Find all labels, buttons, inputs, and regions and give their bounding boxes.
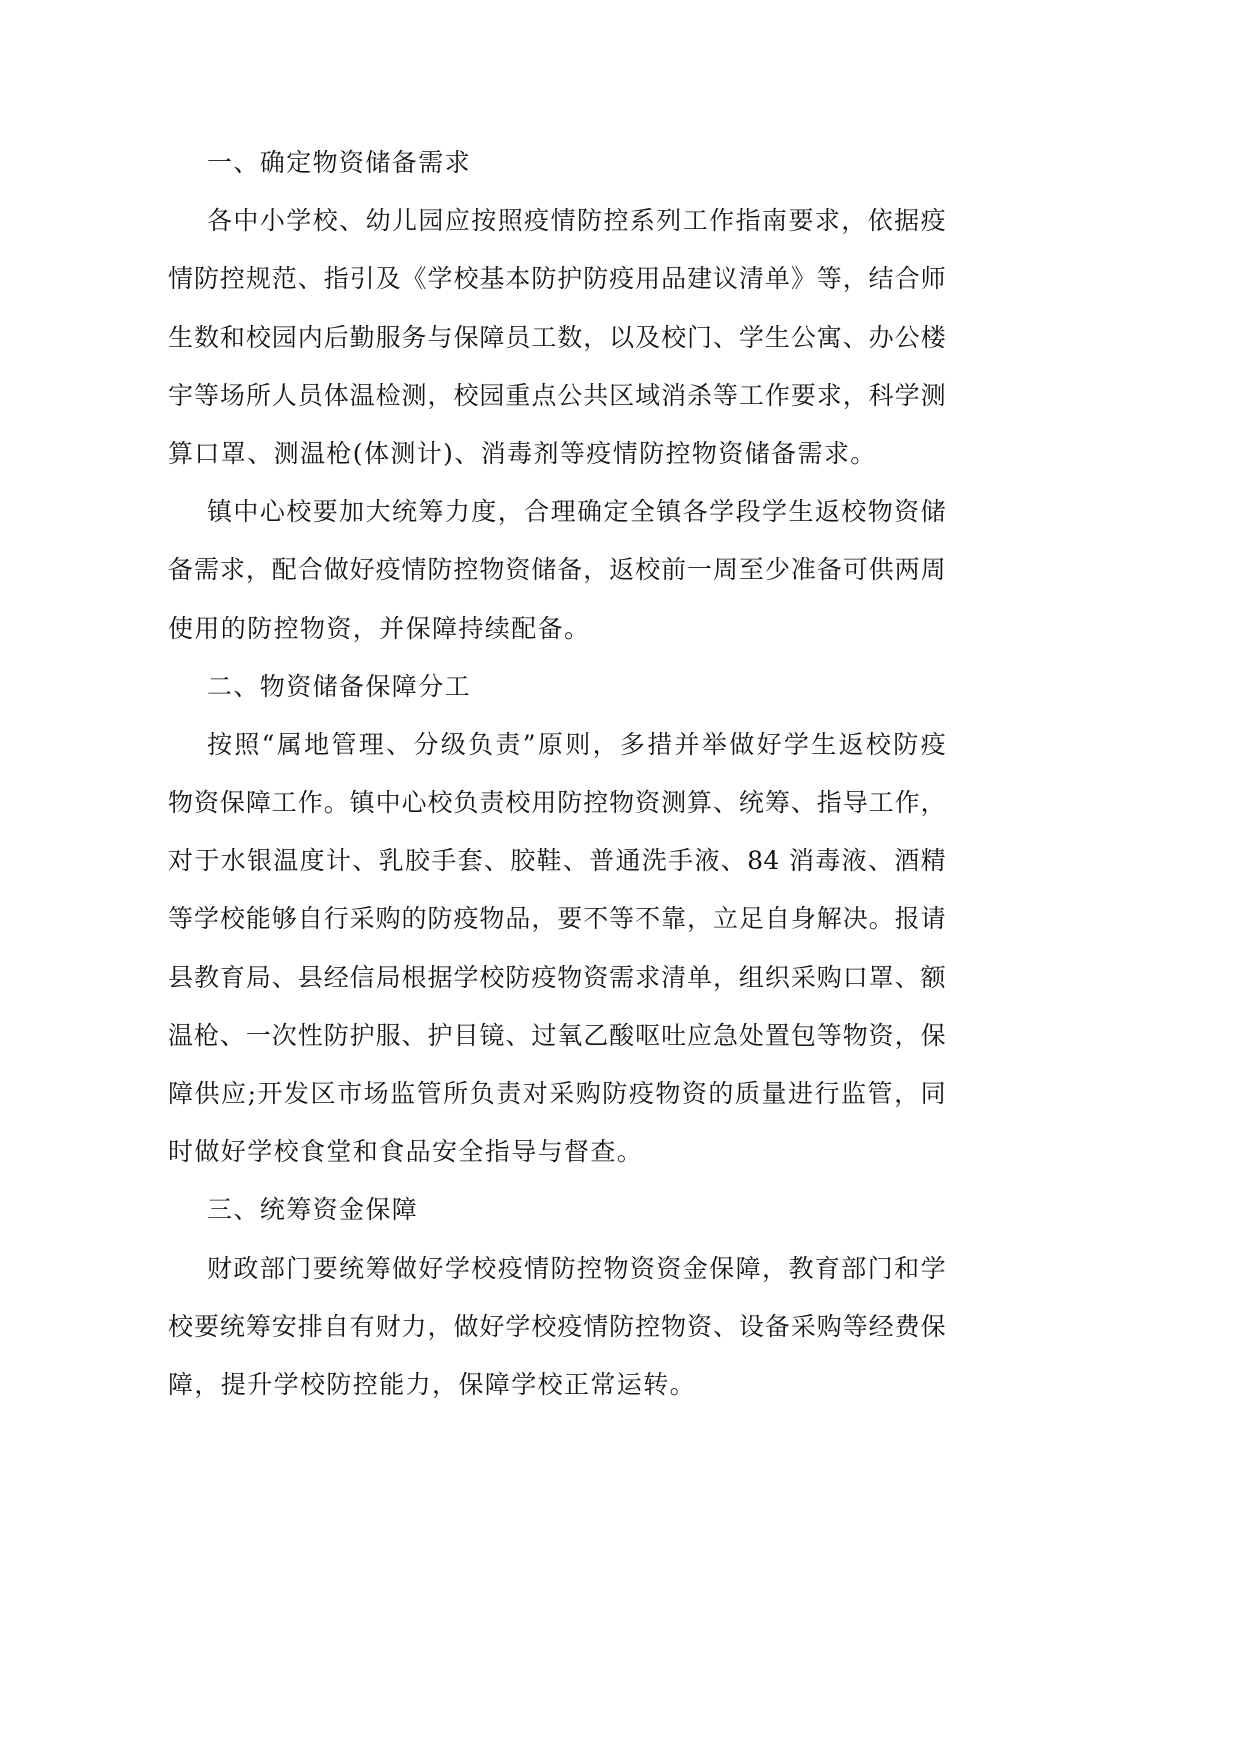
paragraph-line: 障供应;开发区市场监管所负责对采购防疫物资的质量进行监管，同 [168, 1079, 946, 1108]
section-3 [168, 1181, 946, 1414]
section-heading: 二、物资储备保障分工 [207, 671, 472, 701]
paragraph-line: 宇等场所人员体温检测，校园重点公共区域消杀等工作要求，科学测 [168, 380, 946, 410]
paragraph-line: 镇中心校要加大统筹力度，合理确定全镇各学段学生返校物资储 [207, 497, 946, 527]
paragraph [168, 1240, 946, 1415]
paragraph-line: 按照“属地管理、分级负责”原则，多措并举做好学生返校防疫 [207, 729, 946, 759]
paragraph-line: 时做好学校食堂和食品安全指导与督查。 [168, 1137, 644, 1167]
paragraph-line: 情防控规范、指引及《学校基本防护防疫用品建议清单》等，结合师 [168, 264, 946, 294]
paragraph-line: 障，提升学校防控能力，保障学校正常运转。 [168, 1369, 697, 1399]
section-2 [168, 658, 946, 1182]
section-1 [168, 134, 946, 658]
paragraph-line: 校要统筹安排自有财力，做好学校疫情防控物资、设备采购等经费保 [168, 1311, 946, 1341]
paragraph-line: 各中小学校、幼儿园应按照疫情防控系列工作指南要求，依据疫 [207, 206, 946, 236]
document-body [168, 134, 946, 1414]
section-heading: 一、确定物资储备需求 [207, 148, 472, 177]
paragraph-line: 等学校能够自行采购的防疫物品，要不等不靠，立足自身解决。报请 [168, 904, 946, 934]
paragraph-line: 物资保障工作。镇中心校负责校用防控物资测算、统筹、指导工作， [168, 788, 946, 818]
paragraph-line: 对于水银温度计、乳胶手套、胶鞋、普通洗手液、84 消毒液、酒精 [168, 846, 946, 876]
paragraph-line: 备需求，配合做好疫情防控物资储备，返校前一周至少准备可供两周 [168, 555, 946, 585]
paragraph-line: 生数和校园内后勤服务与保障员工数，以及校门、学生公寓、办公楼 [168, 322, 946, 352]
section-heading: 三、统筹资金保障 [207, 1195, 419, 1225]
paragraph-line: 算口罩、测温枪(体测计)、消毒剂等疫情防控物资储备需求。 [168, 438, 877, 468]
paragraph-line: 财政部门要统筹做好学校疫情防控物资资金保障，教育部门和学 [207, 1253, 946, 1283]
paragraph-line: 温枪、一次性防护服、护目镜、过氧乙酸呕吐应急处置包等物资，保 [168, 1020, 946, 1050]
paragraph [168, 192, 946, 483]
paragraph [168, 716, 946, 1182]
paragraph-line: 使用的防控物资，并保障持续配备。 [168, 613, 591, 643]
paragraph [168, 483, 946, 658]
paragraph-line: 县教育局、县经信局根据学校防疫物资需求清单，组织采购口罩、额 [168, 962, 946, 992]
